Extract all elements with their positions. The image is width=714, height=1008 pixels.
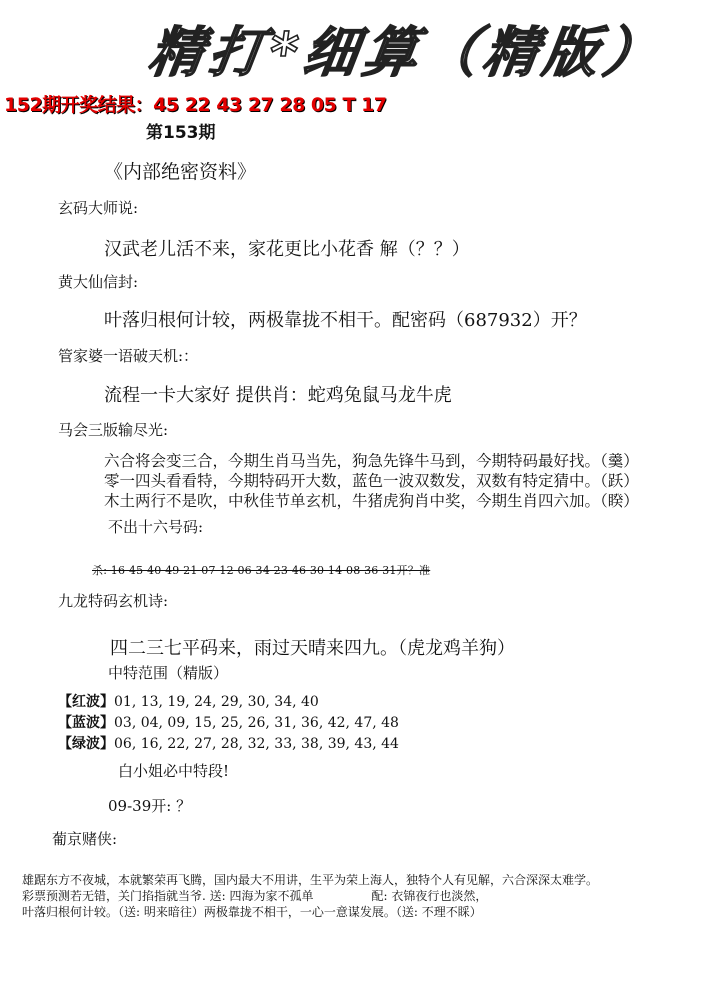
footer-line-2 [22, 888, 598, 904]
mahui-line-1: 六合将会变三合，今期生肖马当先，狗急先锋牛马到，今期特码最好找。（羹） [104, 452, 639, 470]
guanjia-label: 管家婆一语破天机:： [58, 347, 199, 365]
secret-title: 《内部绝密资料》 [104, 161, 257, 183]
huang-text: 叶落归根何计较，两极靠拢不相干。配密码（687932）开？ [104, 310, 587, 331]
kill-list: 杀: 16 45 40 49 21 07 12 06 34 23 46 30 14 08 36 31 [92, 564, 397, 577]
footer-line-1: 雄踞东方不夜城，本就繁荣再飞腾，国内最大不用讲，生平为荣上海人，独特个人有见解，六合深深太难学。 [22, 873, 599, 887]
jiulong-label: 九龙特码玄机诗: [58, 592, 169, 610]
xuanma-label: 玄码大师说: [58, 199, 139, 217]
wave-green [58, 733, 399, 753]
guanjia-text: 流程一卡大家好 提供肖：蛇鸡兔鼠马龙牛虎 [104, 385, 452, 406]
wave-red-nums: 01, 13, 19, 24, 29, 30, 34, 40 [114, 694, 319, 710]
footer-line-2a: 彩票预测若无错，关门掐指就当爷. 送: 四海为家不孤单 [22, 889, 314, 903]
baixiaojie-text: 白小姐必中特段! [118, 762, 230, 780]
mahui-line-2: 零一四头看看特，今期特码开大数，蓝色一波双数发，双数有特定猜中。（跃） [104, 472, 639, 490]
issue-number: 第153期 [146, 123, 216, 143]
huang-label: 黄大仙信封: [58, 273, 139, 291]
wave-red [58, 691, 319, 711]
xuanma-text: 汉武老儿活不来，家花更比小花香 解（？？） [104, 239, 470, 260]
wave-blue-nums: 03, 04, 09, 15, 25, 26, 31, 36, 42, 47, 48 [114, 715, 399, 731]
pujing-label: 葡京赌侠: [52, 830, 118, 848]
footer-poem [22, 872, 598, 920]
mahui-line-3: 木土两行不是吹，中秋佳节单玄机，牛猪虎狗肖中奖，今期生肖四六加。（睽） [104, 492, 639, 510]
duan-text: 09-39开: ？ [108, 797, 192, 815]
wave-red-tag: 【红波】 [58, 694, 114, 710]
wave-green-nums: 06, 16, 22, 27, 28, 32, 33, 38, 39, 43, 44 [114, 736, 399, 752]
lottery-result: 152期开奖结果：45 22 43 27 28 05 T 17 [4, 94, 387, 116]
footer-line-3: 叶落归根何计较。（送: 明来暗往）两极靠拢不相干，一心一意谋发展。（送: 不理不睬） [22, 905, 482, 919]
kill-numbers [92, 562, 430, 578]
wave-blue [58, 712, 399, 732]
wave-green-tag: 【绿波】 [58, 736, 114, 752]
footer-line-2b: 配: 衣锦夜行也淡然， [371, 889, 488, 903]
jiulong-text: 四二三七平码来，雨过天晴来四九。（虎龙鸡羊狗） [110, 638, 515, 659]
mahui-label: 马会三版输尽光: [58, 421, 169, 439]
no16-label: 不出十六号码: [108, 518, 204, 536]
kill-tail: 开？准 [396, 564, 431, 577]
header-title: 精打*细算（精版） [145, 21, 669, 84]
range-label: 中特范围（精版） [108, 664, 229, 682]
wave-blue-tag: 【蓝波】 [58, 715, 114, 731]
